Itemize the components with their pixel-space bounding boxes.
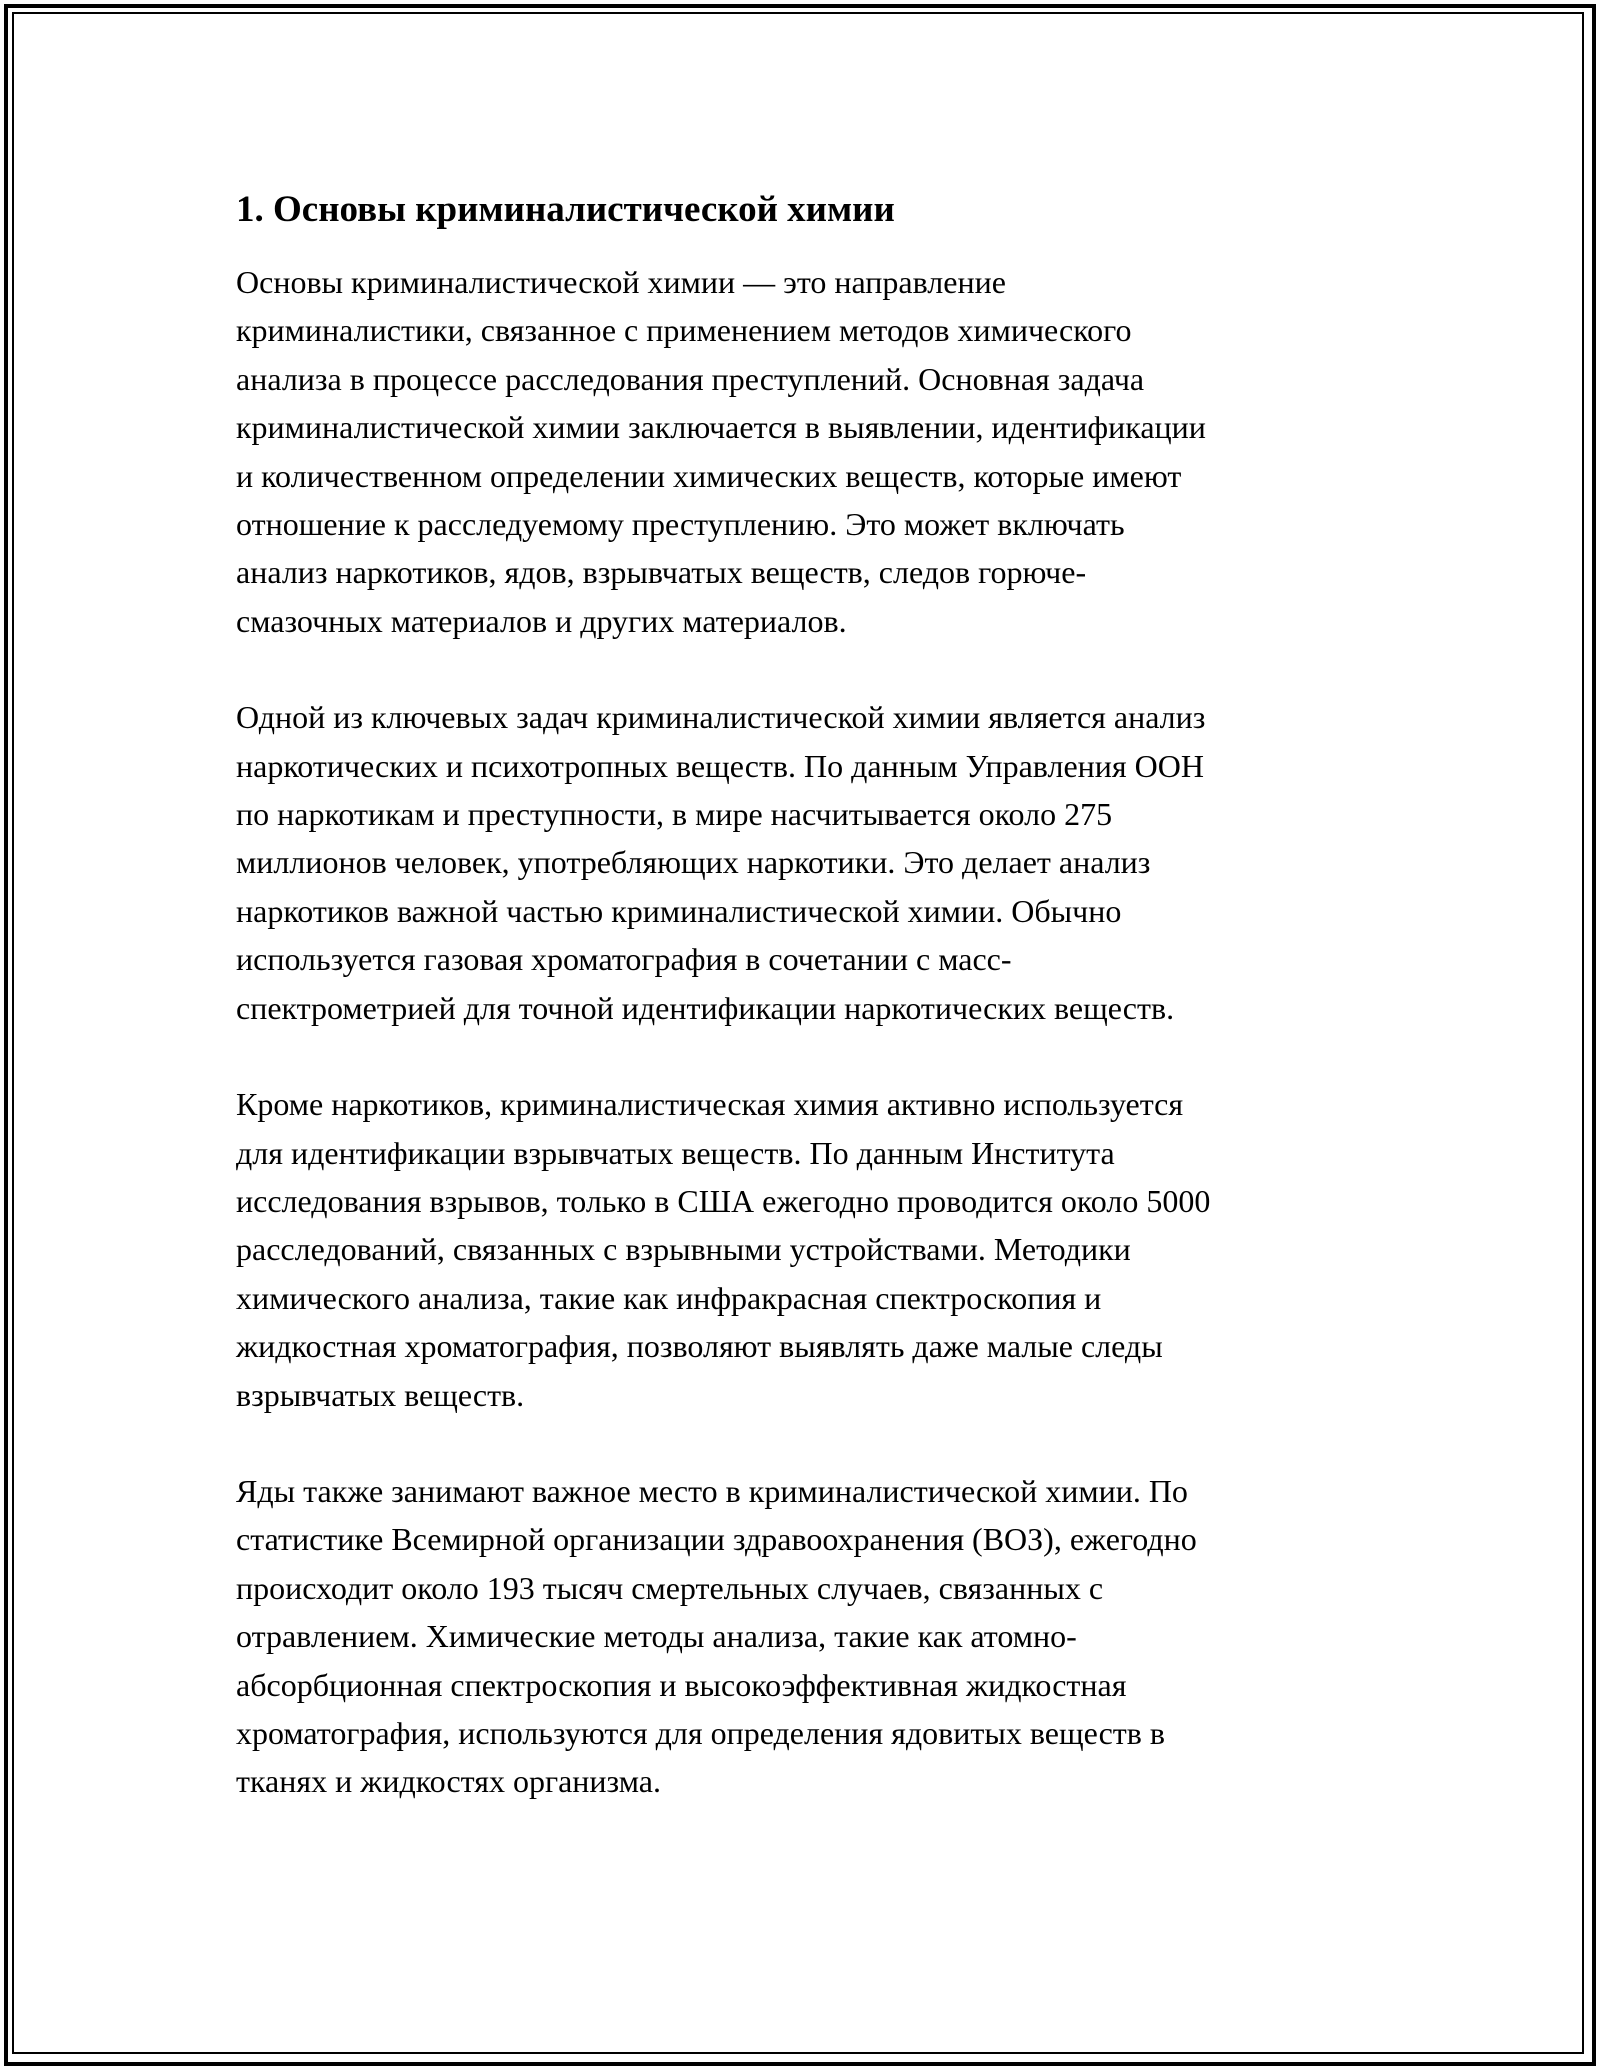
paragraph-intro: Основы криминалистической химии — это направление криминалистики, связанное с применением методов химического анализа в процессе расследования преступлений. Основная задача криминалистической химии заключается в выявлении, идентификации и количественном определении химических веществ, которые имеют отношение к расследуемому преступлению. Это может включать анализ наркотиков, ядов, взрывчатых веществ, следов горюче- смазочных материалов и других материалов.	[236, 264, 1206, 639]
paragraph-poisons: Яды также занимают важное место в криминалистической химии. По статистике Всемирной организации здравоохранения (ВОЗ), ежегодно происходит около 193 тысяч смертельных случаев, связанных с отравлением. Химические методы анализа, такие как атомно- абсорбционная спектроскопия и высокоэффективная жидкостная хроматография, используются для определения ядовитых веществ в тканях и жидкостях организма.	[236, 1472, 1197, 1800]
paragraph-explosives: Кроме наркотиков, криминалистическая химия активно используется для идентификации взрывчатых веществ. По данным Института исследования взрывов, только в США ежегодно проводится около 5000 расследований, связанных с взрывными устройствами. Методики химического анализа, такие как инфракрасная спектроскопия и жидкостная хроматография, позволяют выявлять даже малые следы взрывчатых веществ.	[236, 1086, 1211, 1413]
section-heading: 1. Основы криминалистической химии	[236, 189, 895, 230]
document-body	[236, 186, 1366, 1806]
paragraph-narcotics: Одной из ключевых задач криминалистической химии является анализ наркотических и психотропных веществ. По данным Управления ООН по наркотикам и преступности, в мире насчитывается около 275 миллионов человек, употребляющих наркотики. Это делает анализ наркотиков важной частью криминалистической химии. Обычно используется газовая хроматография в сочетании с масс- спектрометрией для точной идентификации наркотических веществ.	[236, 699, 1206, 1026]
